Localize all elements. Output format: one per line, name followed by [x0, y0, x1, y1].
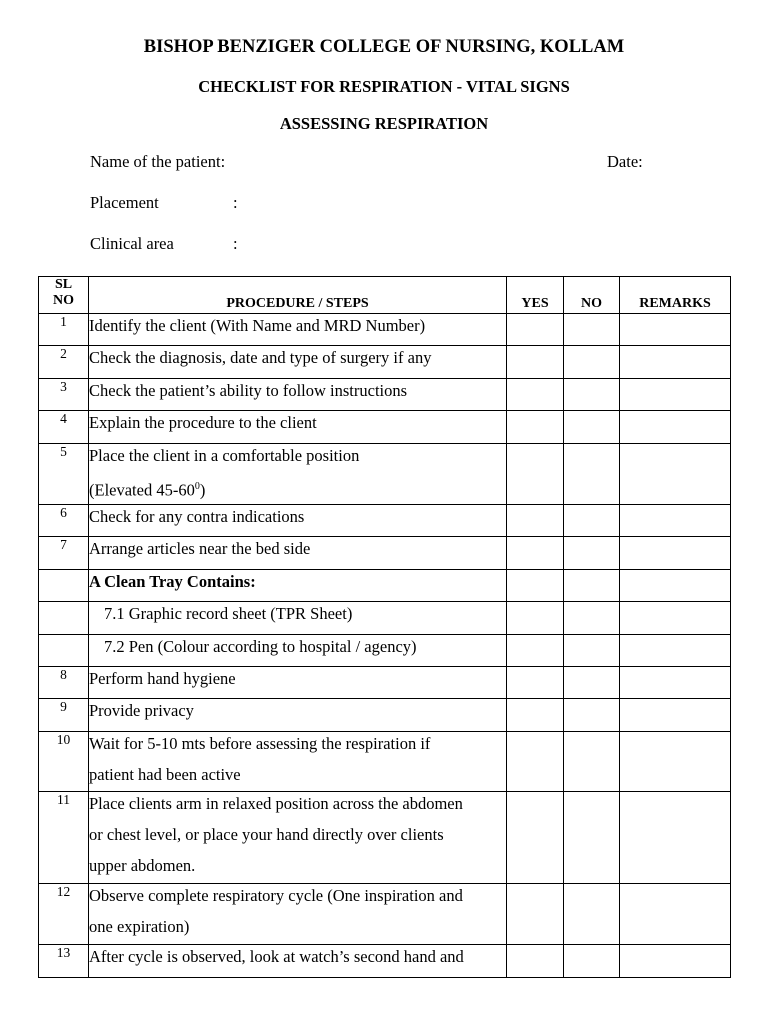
- row-sl-no: 7: [39, 537, 89, 570]
- row-sl-no: 5: [39, 444, 89, 505]
- row-sl-no: 6: [39, 505, 89, 537]
- table-row: [39, 635, 731, 667]
- table-row: [39, 699, 731, 732]
- row-yes-cell[interactable]: [507, 602, 564, 635]
- row-no-cell[interactable]: [564, 667, 620, 699]
- row-remarks-cell[interactable]: [620, 732, 731, 792]
- step-text-line: (Elevated $45-60^0$): [89, 480, 206, 500]
- row-sl-no: 4: [39, 411, 89, 444]
- step-text-line: Check the patient’s ability to follow instructions: [89, 381, 408, 400]
- table-row: [39, 945, 731, 978]
- row-sl-no: 1: [39, 314, 89, 346]
- section-subtitle: ASSESSING RESPIRATION: [279, 114, 489, 133]
- step-text-line: 7.1 Graphic record sheet (TPR Sheet): [104, 604, 353, 623]
- row-yes-cell[interactable]: [507, 411, 564, 444]
- step-text-line: 7.2 Pen (Colour according to hospital / agency): [104, 637, 417, 656]
- row-remarks-cell[interactable]: [620, 314, 731, 346]
- row-sl-no: 8: [39, 667, 89, 699]
- row-yes-cell[interactable]: [507, 945, 564, 978]
- step-text-line: or chest level, or place your hand directly over clients: [89, 825, 444, 844]
- step-text-line: Check the diagnosis, date and type of surgery if any: [89, 348, 432, 367]
- row-remarks-cell[interactable]: [620, 444, 731, 505]
- row-remarks-cell[interactable]: [620, 537, 731, 570]
- row-remarks-cell[interactable]: [620, 884, 731, 945]
- row-remarks-cell[interactable]: [620, 411, 731, 444]
- row-no-cell[interactable]: [564, 732, 620, 792]
- table-row: [39, 537, 731, 570]
- step-text-line: A Clean Tray Contains:: [89, 572, 256, 591]
- table-row: [39, 411, 731, 444]
- row-sl-no: [39, 602, 89, 635]
- row-procedure-step: [89, 570, 507, 602]
- row-procedure-step: [89, 602, 507, 635]
- table-row: [39, 379, 731, 411]
- table-row: [39, 732, 731, 792]
- row-yes-cell[interactable]: [507, 635, 564, 667]
- row-yes-cell[interactable]: [507, 667, 564, 699]
- header-procedure: PROCEDURE / STEPS: [89, 277, 507, 314]
- row-sl-no: 11: [39, 792, 89, 884]
- step-text-line: Arrange articles near the bed side: [89, 539, 311, 558]
- row-remarks-cell[interactable]: [620, 792, 731, 884]
- step-text-line: Place the client in a comfortable position: [89, 446, 360, 465]
- row-no-cell[interactable]: [564, 699, 620, 732]
- row-yes-cell[interactable]: [507, 732, 564, 792]
- step-text-line: Provide privacy: [89, 701, 194, 720]
- step-text-line: patient had been active: [89, 765, 241, 784]
- clinical-area-colon: :: [233, 234, 238, 253]
- row-procedure-step: [89, 346, 507, 379]
- table-row: [39, 570, 731, 602]
- row-no-cell[interactable]: [564, 884, 620, 945]
- row-procedure-step: [89, 699, 507, 732]
- clinical-area-label: Clinical area: [90, 234, 174, 253]
- row-yes-cell[interactable]: [507, 537, 564, 570]
- table-row: [39, 602, 731, 635]
- row-no-cell[interactable]: [564, 602, 620, 635]
- row-no-cell[interactable]: [564, 314, 620, 346]
- step-text-line: Identify the client (With Name and MRD Number): [89, 316, 426, 335]
- table-row: [39, 792, 731, 884]
- table-row: [39, 314, 731, 346]
- header-remarks: REMARKS: [620, 277, 731, 314]
- header-yes: YES: [507, 277, 564, 314]
- table-row: [39, 346, 731, 379]
- row-procedure-step: [89, 379, 507, 411]
- row-procedure-step: [89, 411, 507, 444]
- row-sl-no: 10: [39, 732, 89, 792]
- row-sl-no: [39, 570, 89, 602]
- row-yes-cell[interactable]: [507, 379, 564, 411]
- row-remarks-cell[interactable]: [620, 379, 731, 411]
- row-procedure-step: [89, 884, 507, 945]
- step-text-line: After cycle is observed, look at watch’s second hand and: [89, 947, 464, 966]
- row-remarks-cell[interactable]: [620, 667, 731, 699]
- college-name: BISHOP BENZIGER COLLEGE OF NURSING, KOLLAM: [143, 37, 625, 57]
- step-text-line: Explain the procedure to the client: [89, 413, 317, 432]
- row-yes-cell[interactable]: [507, 699, 564, 732]
- step-text-line: Check for any contra indications: [89, 507, 305, 526]
- row-no-cell[interactable]: [564, 570, 620, 602]
- row-remarks-cell[interactable]: [620, 635, 731, 667]
- row-procedure-step: [89, 792, 507, 884]
- step-text-line: one expiration): [89, 917, 190, 936]
- step-text-line: Observe complete respiratory cycle (One inspiration and: [89, 886, 463, 905]
- step-text-line: Perform hand hygiene: [89, 669, 236, 688]
- row-no-cell[interactable]: [564, 635, 620, 667]
- row-yes-cell[interactable]: [507, 314, 564, 346]
- table-row: [39, 667, 731, 699]
- patient-name-label: Name of the patient:: [90, 152, 226, 171]
- table-row: [39, 505, 731, 537]
- row-remarks-cell[interactable]: [620, 945, 731, 978]
- row-sl-no: 9: [39, 699, 89, 732]
- row-yes-cell[interactable]: [507, 570, 564, 602]
- header-sl-no: SL NO: [39, 277, 89, 314]
- row-procedure-step: [89, 635, 507, 667]
- row-no-cell[interactable]: [564, 411, 620, 444]
- row-procedure-step: [89, 732, 507, 792]
- step-text-line: Wait for 5-10 mts before assessing the respiration if: [89, 734, 431, 753]
- row-no-cell[interactable]: [564, 537, 620, 570]
- row-procedure-step: [89, 444, 507, 505]
- row-procedure-step: [89, 314, 507, 346]
- table-row: [39, 884, 731, 945]
- row-yes-cell[interactable]: [507, 346, 564, 379]
- row-sl-no: 12: [39, 884, 89, 945]
- row-procedure-step: [89, 667, 507, 699]
- placement-label: Placement: [90, 193, 159, 212]
- table-row: [39, 444, 731, 505]
- date-label: Date:: [607, 152, 643, 171]
- procedure-checklist-table: [38, 276, 731, 978]
- row-sl-no: 2: [39, 346, 89, 379]
- placement-colon: :: [233, 193, 238, 212]
- row-no-cell[interactable]: [564, 346, 620, 379]
- table-header-row: [39, 277, 731, 314]
- row-sl-no: 3: [39, 379, 89, 411]
- header-no: NO: [564, 277, 620, 314]
- row-sl-no: 13: [39, 945, 89, 978]
- checklist-title: CHECKLIST FOR RESPIRATION - VITAL SIGNS: [198, 77, 570, 96]
- row-remarks-cell[interactable]: [620, 346, 731, 379]
- row-no-cell[interactable]: [564, 379, 620, 411]
- step-text-line: upper abdomen.: [89, 856, 196, 875]
- row-procedure-step: [89, 537, 507, 570]
- row-yes-cell[interactable]: [507, 792, 564, 884]
- row-remarks-cell[interactable]: [620, 505, 731, 537]
- row-no-cell[interactable]: [564, 444, 620, 505]
- row-yes-cell[interactable]: [507, 505, 564, 537]
- row-yes-cell[interactable]: [507, 884, 564, 945]
- row-procedure-step: [89, 945, 507, 978]
- row-procedure-step: [89, 505, 507, 537]
- row-remarks-cell[interactable]: [620, 570, 731, 602]
- row-no-cell[interactable]: [564, 792, 620, 884]
- row-sl-no: [39, 635, 89, 667]
- degree-superscript: 0: [194, 481, 200, 492]
- row-no-cell[interactable]: [564, 505, 620, 537]
- row-no-cell[interactable]: [564, 945, 620, 978]
- row-remarks-cell[interactable]: [620, 699, 731, 732]
- row-yes-cell[interactable]: [507, 444, 564, 505]
- row-remarks-cell[interactable]: [620, 602, 731, 635]
- step-text-line: Place clients arm in relaxed position across the abdomen: [89, 794, 463, 813]
